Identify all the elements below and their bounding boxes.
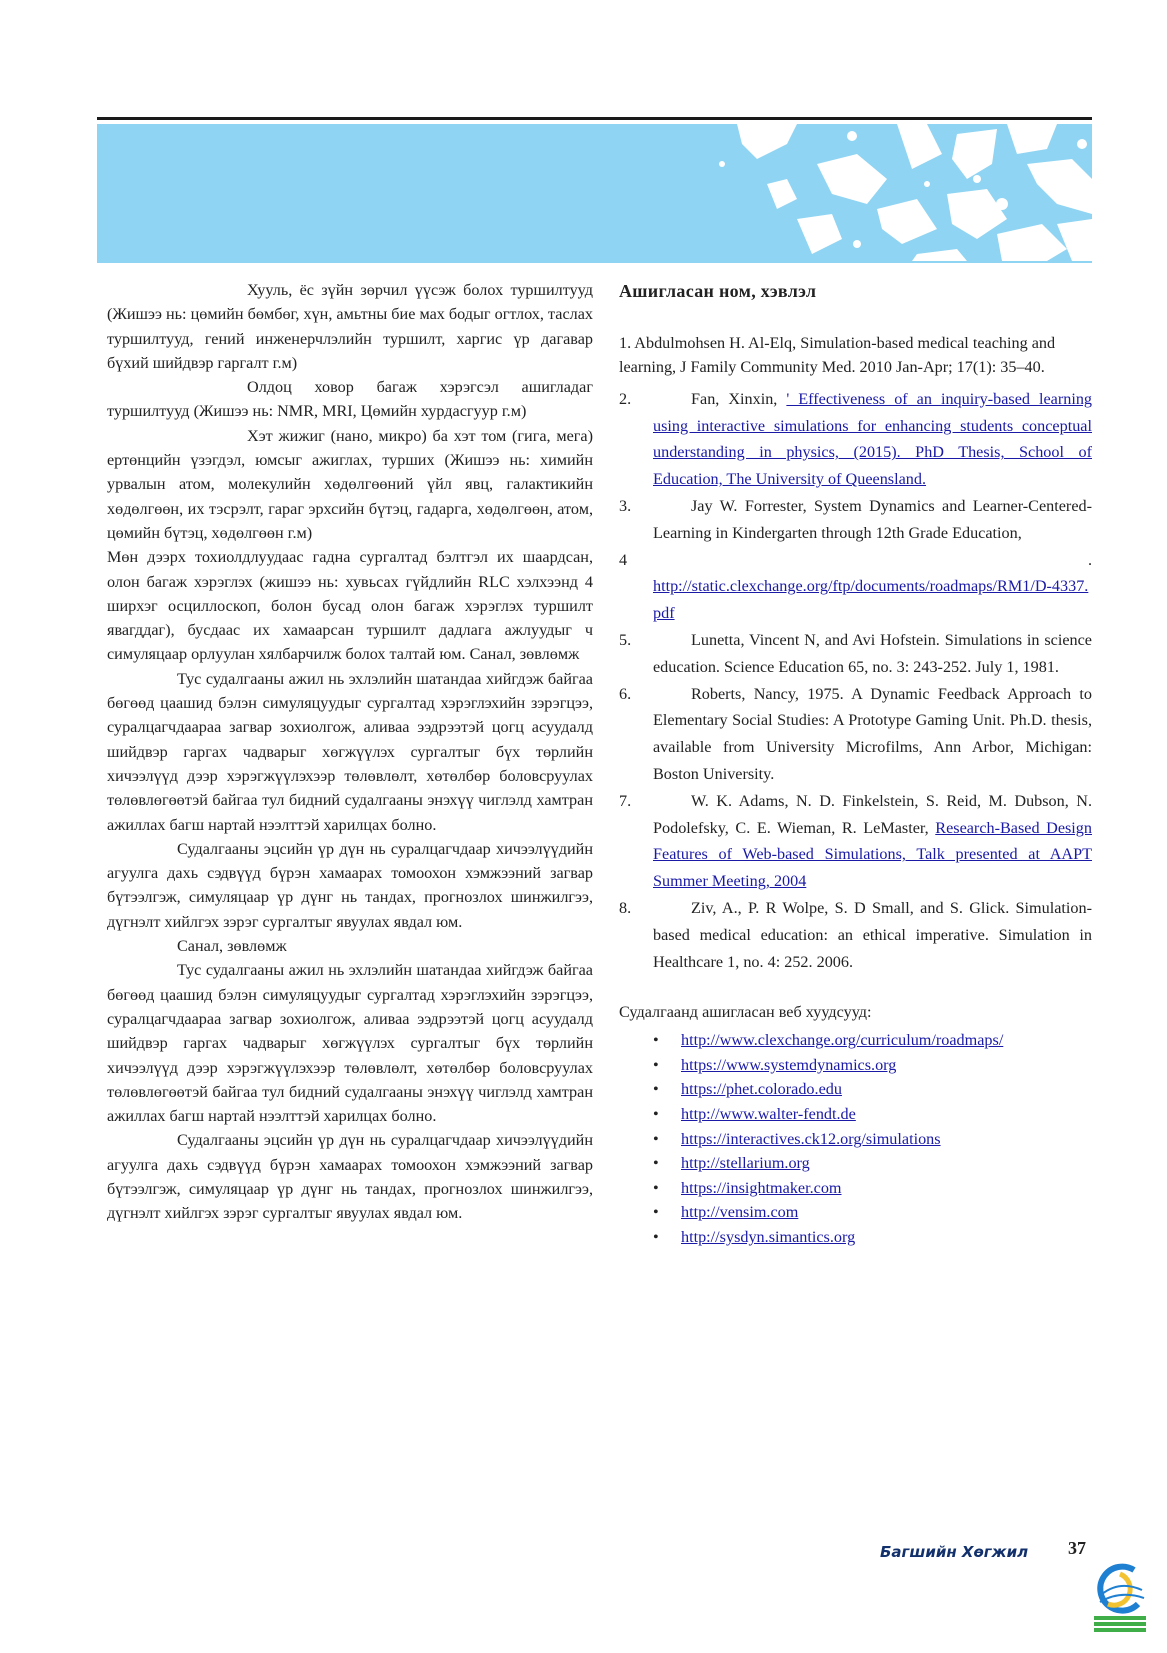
reference-number: 3. <box>619 496 632 515</box>
journal-title: Багшийн Хөгжил <box>880 1543 1029 1561</box>
reference-text: . <box>1087 550 1092 569</box>
body-paragraph: Мөн дээрх тохиолдлуудаас гадна сургалтад бэлтгэл их шаардсан, олон багаж хэрэглэх (жишээ нь: хувьсах гүйдлийн RLC хэлхээнд 4 ширхэг осциллоскоп, болон бусад олон багаж хэрэглэх туршилт явагддаг), бусдаас их хамаарсан туршилт дадлага ажлуудыг ч симуляцаар орлуулан хялбарчилж болох талтай юм. Санал, зөвлөмж <box>107 548 593 664</box>
list-item <box>619 1176 1092 1201</box>
bullet-icon: • <box>653 1203 659 1222</box>
reference-text: Ziv, A., P. R Wolpe, S. D Small, and S. Glick. Simulation-based medical education: an ethical imperative. Simulation in Healthcare 1, no. 4: 252. 2006. <box>653 898 1092 971</box>
website-link[interactable]: http://www.walter-fendt.de <box>681 1104 856 1123</box>
reference-item <box>619 681 1092 788</box>
website-link[interactable]: http://vensim.com <box>681 1203 799 1222</box>
website-link[interactable]: https://insightmaker.com <box>681 1178 842 1197</box>
header-banner-underline <box>97 261 1092 263</box>
body-paragraph: Хэт жижиг (нано, микро) ба хэт том (гига, мега) ертөнцийн үзэгдэл, юмсыг ажиглах, турших (Жишээ нь: химийн урвалын атом, молекулийн хөдөлгөөний үйл явц, галактикийн хөдөлгөөн, их тэсрэлт, гараг эрхсийн бүтэц, гадарга, хөдөлгөөн, атом, цөмийн бүтэц, хөдөлгөөн г.м) <box>107 426 593 542</box>
journal-logo-icon <box>1090 1560 1150 1640</box>
body-paragraph: Олдоц ховор багаж хэрэгсэл ашигладаг туршилтууд (Жишээ нь: NMR, MRI, Цөмийн хурдасгуур г.м) <box>107 378 593 421</box>
bullet-icon: • <box>653 1080 659 1099</box>
page-number: 37 <box>1068 1538 1086 1558</box>
banner-splatter-graphic <box>97 124 1092 261</box>
reference-link[interactable]: http://static.clexchange.org/ftp/documents/roadmaps/RM1/D-4337.pdf <box>653 577 1089 623</box>
reference-item <box>619 493 1092 547</box>
reference-text: W. K. Adams, N. D. Finkelstein, S. Reid, M. Dubson, N. Podolefsky, C. E. Wieman, R. LeMaster, <box>653 791 1092 837</box>
websites-list <box>619 1028 1092 1249</box>
body-paragraph: Судалгааны эцсийн үр дүн нь суралцагчдаар хичээлүүдийн агуулга дахь сэдвүүд бүрэн хамаарах томоохон хэмжээний загвар бүтээлгэж, симуляцаар үр дүнг нь тандах, прогнозлох шинжилгээ, дүгнэлт хийлгэх зэрэг сургалтыг явуулах явдал юм. <box>107 1131 593 1223</box>
bullet-icon: • <box>653 1129 659 1148</box>
reference-number: 7. <box>619 791 632 810</box>
reference-item <box>619 895 1092 975</box>
body-paragraph: Судалгааны эцсийн үр дүн нь суралцагчдаар хичээлүүдийн агуулга дахь сэдвүүд бүрэн хамаарах томоохон хэмжээний загвар бүтээлгэж, симуляцаар үр дүнг нь тандах, прогнозлох шинжилгээ, дүгнэлт хийлгэх зэрэг сургалтыг явуулах явдал юм. <box>107 839 593 931</box>
reference-number: 4 <box>619 550 628 569</box>
right-column <box>619 278 1092 1249</box>
reference-text: Roberts, Nancy, 1975. A Dynamic Feedback Approach to Elementary Social Studies: A Prototype Gaming Unit. Ph.D. thesis, available from University Microfilms, Ann Arbor, Michigan: Boston University. <box>653 684 1092 783</box>
reference-item <box>619 547 1092 627</box>
bullet-icon: • <box>653 1178 659 1197</box>
section-heading: Санал, зөвлөмж <box>177 937 287 956</box>
website-link[interactable]: http://sysdyn.simantics.org <box>681 1227 856 1246</box>
website-link[interactable]: https://interactives.ck12.org/simulations <box>681 1129 941 1148</box>
website-link[interactable]: http://stellarium.org <box>681 1154 810 1173</box>
list-item <box>619 1225 1092 1250</box>
bullet-icon: • <box>653 1154 659 1173</box>
list-item <box>619 1151 1092 1176</box>
reference-link[interactable]: Research-Based Design Features of Web-based Simulations, Talk presented at AAPT Summer Meeting, 2004 <box>653 818 1092 891</box>
header-rule <box>97 117 1092 120</box>
reference-number: 6. <box>619 684 632 703</box>
reference-text: Lunetta, Vincent N, and Avi Hofstein. Simulations in science education. Science Education 65, no. 3: 243-252. July 1, 1981. <box>653 630 1092 676</box>
list-item <box>619 1077 1092 1102</box>
body-paragraph: Хууль, ёс зүйн зөрчил үүсэж болох туршилтууд (Жишээ нь: цөмийн бөмбөг, хүн, амьтны бие мах бодыг огтлох, таслах туршилтууд, гений инженерчлэлийн туршилт, харгис үр дагавар бүхий шийдвэр гаргалт г.м) <box>107 281 593 372</box>
left-column <box>107 278 593 1226</box>
body-paragraph: Тус судалгааны ажил нь эхлэлийн шатандаа хийгдэж байгаа бөгөөд цаашид бэлэн симуляцуудыг сургалтад хэрэглэхийн зэрэгцээ, суралцагчдаараа загвар зохиолгож, аливаа ээдрээтэй цогц асуудалд шийдвэр гаргах чадварыг хөгжүүлэх сургалтыг бүх төрлийн хичээлүүд дээр хэрэгжүүлэхээр төлөвлөлт, хөтөлбөр боловсруулах төлөвлөгөөтэй байгаа тул бидний судалгааны энэхүү чиглэлд хамтран ажиллах багш нартай нээлттэй харилцах болно. <box>107 961 593 1126</box>
list-item <box>619 1200 1092 1225</box>
reference-item <box>619 386 1092 493</box>
reference-number: 2. <box>619 389 632 408</box>
bullet-icon: • <box>653 1104 659 1123</box>
references-title: Ашигласан ном, хэвлэл <box>619 281 817 301</box>
reference-item: 1. Abdulmohsen H. Al-Elq, Simulation-based medical teaching and learning, J Family Community Med. 2010 Jan-Apr; 17(1): 35–40. <box>619 333 1056 377</box>
list-item <box>619 1028 1092 1053</box>
website-link[interactable]: https://www.systemdynamics.org <box>681 1055 897 1074</box>
website-link[interactable]: https://phet.colorado.edu <box>681 1080 842 1099</box>
website-link[interactable]: http://www.clexchange.org/curriculum/roadmaps/ <box>681 1031 1004 1050</box>
header-banner <box>97 124 1092 261</box>
reference-item <box>619 788 1092 895</box>
list-item <box>619 1127 1092 1152</box>
reference-item <box>619 627 1092 681</box>
list-item <box>619 1102 1092 1127</box>
bullet-icon: • <box>653 1227 659 1246</box>
reference-text: Jay W. Forrester, System Dynamics and Learner-Centered-Learning in Kindergarten through 12th Grade Education, <box>653 496 1092 542</box>
reference-link[interactable]: ' Effectiveness of an inquiry-based learning using interactive simulations for enhancing students conceptual understanding in physics, (2015). PhD Thesis, School of Education, The University of Queensland. <box>653 389 1093 489</box>
body-paragraph: Тус судалгааны ажил нь эхлэлийн шатандаа хийгдэж байгаа бөгөөд цаашид бэлэн симуляцуудыг сургалтад хэрэглэхийн зэрэгцээ, суралцагчдаараа загвар зохиолгож, аливаа ээдрээтэй цогц асуудалд шийдвэр гаргах чадварыг хөгжүүлэх сургалтыг бүх төрлийн хичээлүүд дээр хэрэгжүүлэхээр төлөвлөлт, хөтөлбөр боловсруулах төлөвлөгөөтэй байгаа тул бидний судалгааны энэхүү чиглэлд хамтран ажиллах багш нартай нээлттэй харилцах болно. <box>107 669 593 834</box>
list-item <box>619 1053 1092 1078</box>
websites-title: Судалгаанд ашигласан веб хуудсууд: <box>619 1003 872 1022</box>
reference-text: Fan, Xinxin, <box>691 389 778 408</box>
reference-number: 8. <box>619 898 632 917</box>
bullet-icon: • <box>653 1031 659 1050</box>
bullet-icon: • <box>653 1055 659 1074</box>
reference-number: 5. <box>619 630 632 649</box>
